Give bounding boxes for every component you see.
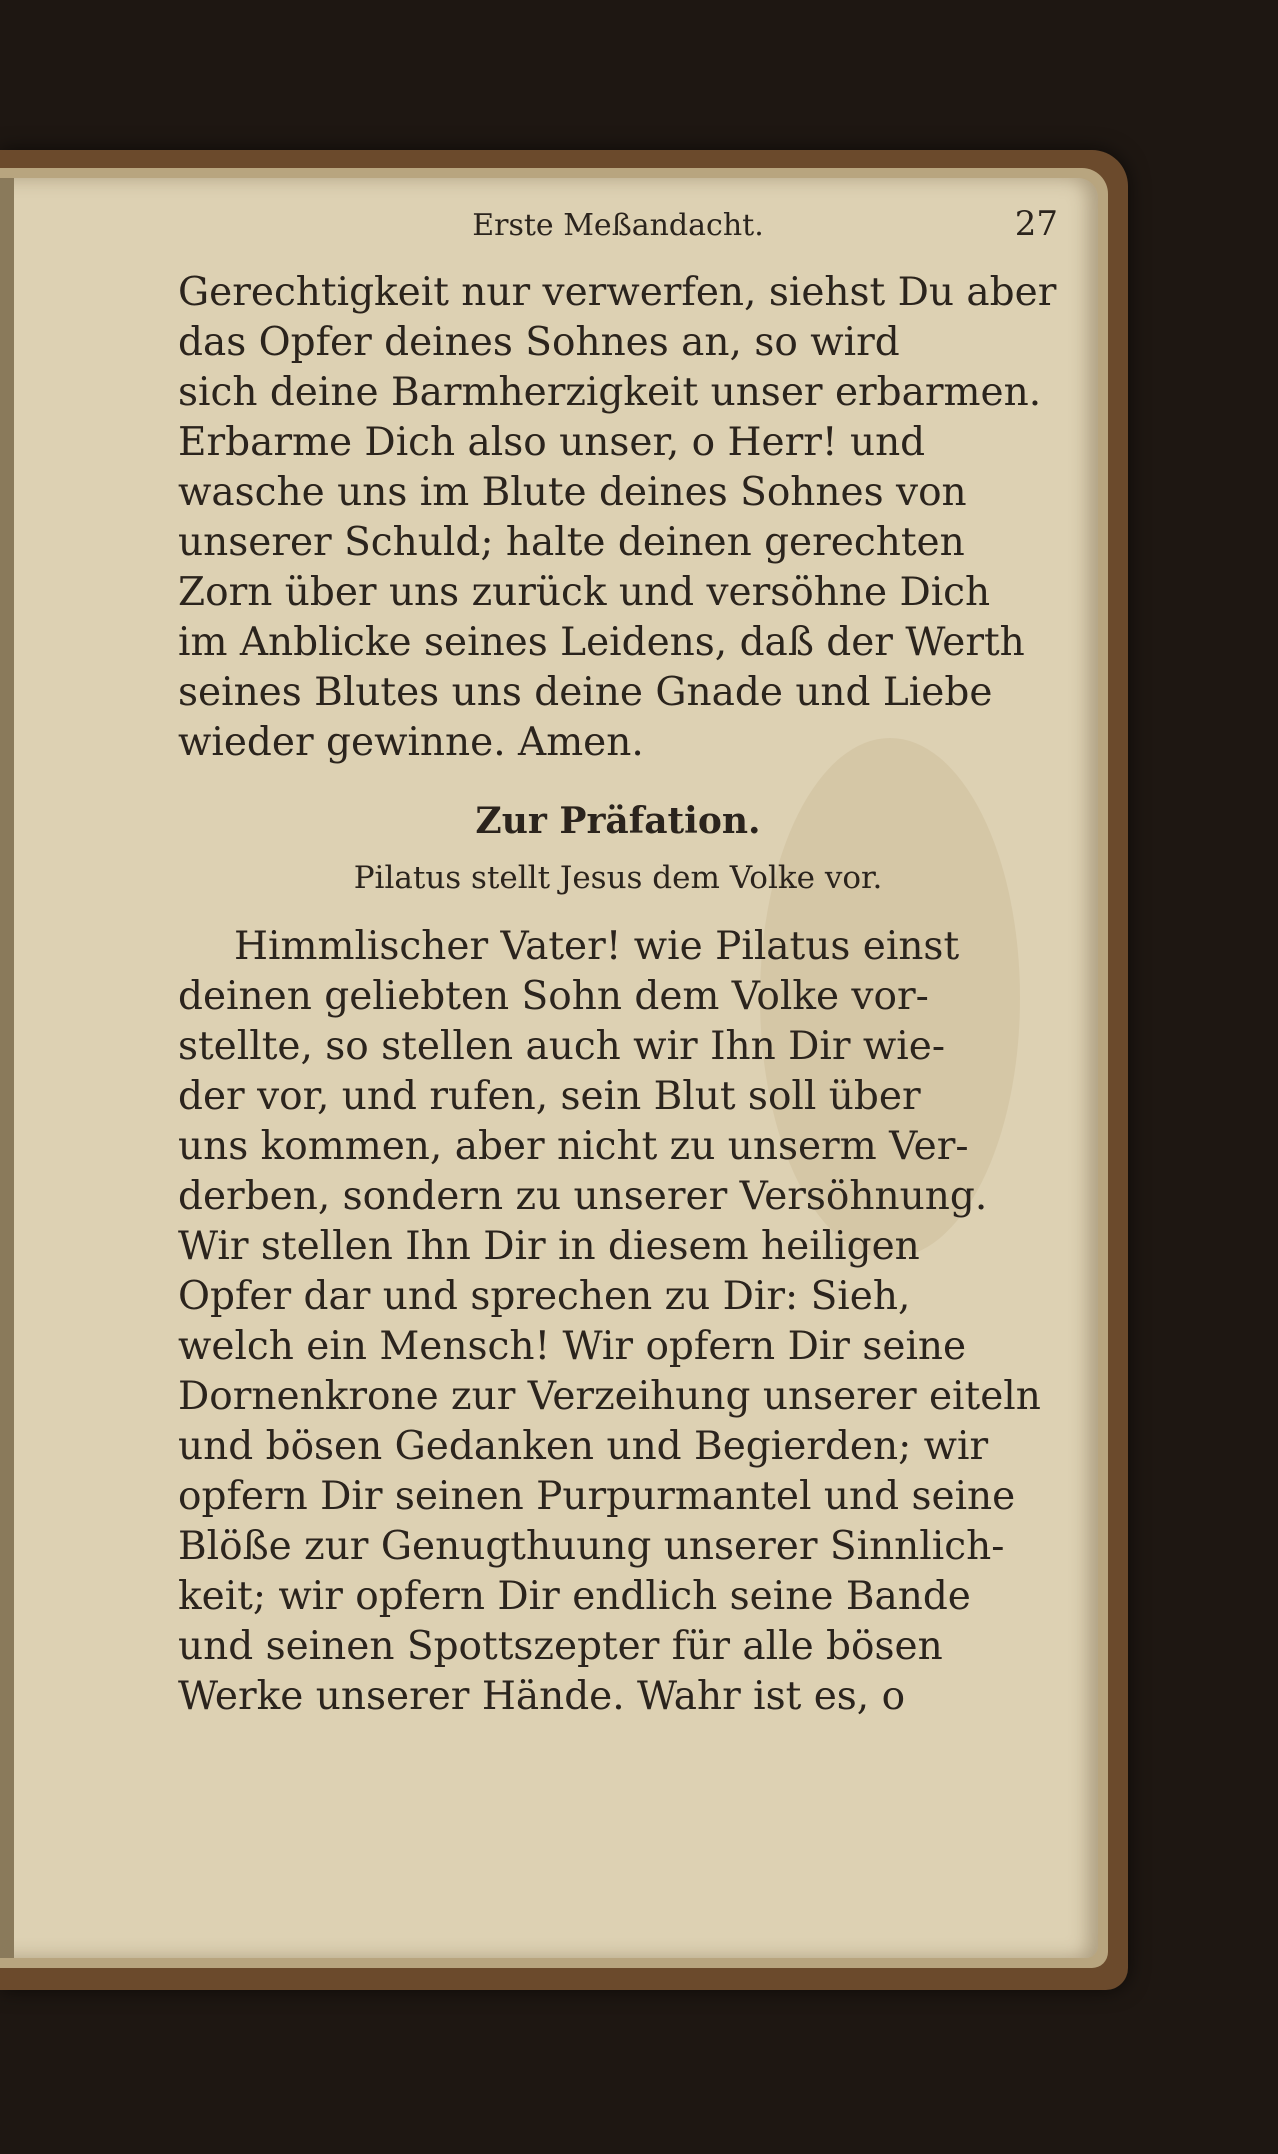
text-line: Zorn über uns zurück und versöhne Dich bbox=[178, 570, 991, 615]
running-title: Erste Meßandacht. bbox=[472, 208, 764, 243]
text-line: opfern Dir seinen Purpurmantel und seine bbox=[178, 1474, 1016, 1519]
text-line: Gerechtigkeit nur verwerfen, siehst Du aber bbox=[178, 270, 1057, 315]
page-number: 27 bbox=[1014, 204, 1058, 244]
text-line: und bösen Gedanken und Begierden; wir bbox=[178, 1424, 989, 1469]
section-subheading: Pilatus stellt Jesus dem Volke vor. bbox=[353, 860, 883, 896]
paragraph-1 bbox=[178, 268, 1058, 768]
text-line: und seinen Spottszepter für alle bösen bbox=[178, 1624, 943, 1669]
page-gutter bbox=[0, 178, 14, 1958]
text-line: wieder gewinne. Amen. bbox=[178, 720, 644, 765]
text-line: deinen geliebten Sohn dem Volke vor- bbox=[178, 974, 929, 1019]
running-head bbox=[178, 202, 1058, 252]
text-line: Erbarme Dich also unser, o Herr! und bbox=[178, 420, 926, 465]
text-line: Werke unserer Hände. Wahr ist es, o bbox=[178, 1674, 906, 1719]
text-line: stellte, so stellen auch wir Ihn Dir wie- bbox=[178, 1024, 946, 1069]
text-line: der vor, und rufen, sein Blut soll über bbox=[178, 1074, 921, 1119]
text-line: unserer Schuld; halte deinen gerechten bbox=[178, 520, 965, 565]
text-line: Dornenkrone zur Verzeihung unserer eiteln bbox=[178, 1374, 1041, 1419]
text-line: keit; wir opfern Dir endlich seine Bande bbox=[178, 1574, 971, 1619]
page-content bbox=[178, 202, 1058, 1942]
text-line: Himmlischer Vater! wie Pilatus einst bbox=[234, 924, 960, 969]
book-page bbox=[0, 178, 1098, 1958]
text-line: Blöße zur Genugthuung unserer Sinnlich- bbox=[178, 1524, 1005, 1569]
text-line: wasche uns im Blute deines Sohnes von bbox=[178, 470, 967, 515]
text-line: im Anblicke seines Leidens, daß der Werth bbox=[178, 620, 1025, 665]
text-line: Opfer dar und sprechen zu Dir: Sieh, bbox=[178, 1274, 911, 1319]
text-line: welch ein Mensch! Wir opfern Dir seine bbox=[178, 1324, 967, 1369]
paragraph-2 bbox=[178, 922, 1058, 1722]
text-line: seines Blutes uns deine Gnade und Liebe bbox=[178, 670, 993, 715]
text-line: uns kommen, aber nicht zu unserm Ver- bbox=[178, 1124, 969, 1169]
text-line: das Opfer deines Sohnes an, so wird bbox=[178, 320, 900, 365]
text-line: sich deine Barmherzigkeit unser erbarmen. bbox=[178, 370, 1042, 415]
section-heading: Zur Präfation. bbox=[475, 800, 761, 842]
text-line: Wir stellen Ihn Dir in diesem heiligen bbox=[178, 1224, 920, 1269]
text-line: derben, sondern zu unserer Versöhnung. bbox=[178, 1174, 988, 1219]
